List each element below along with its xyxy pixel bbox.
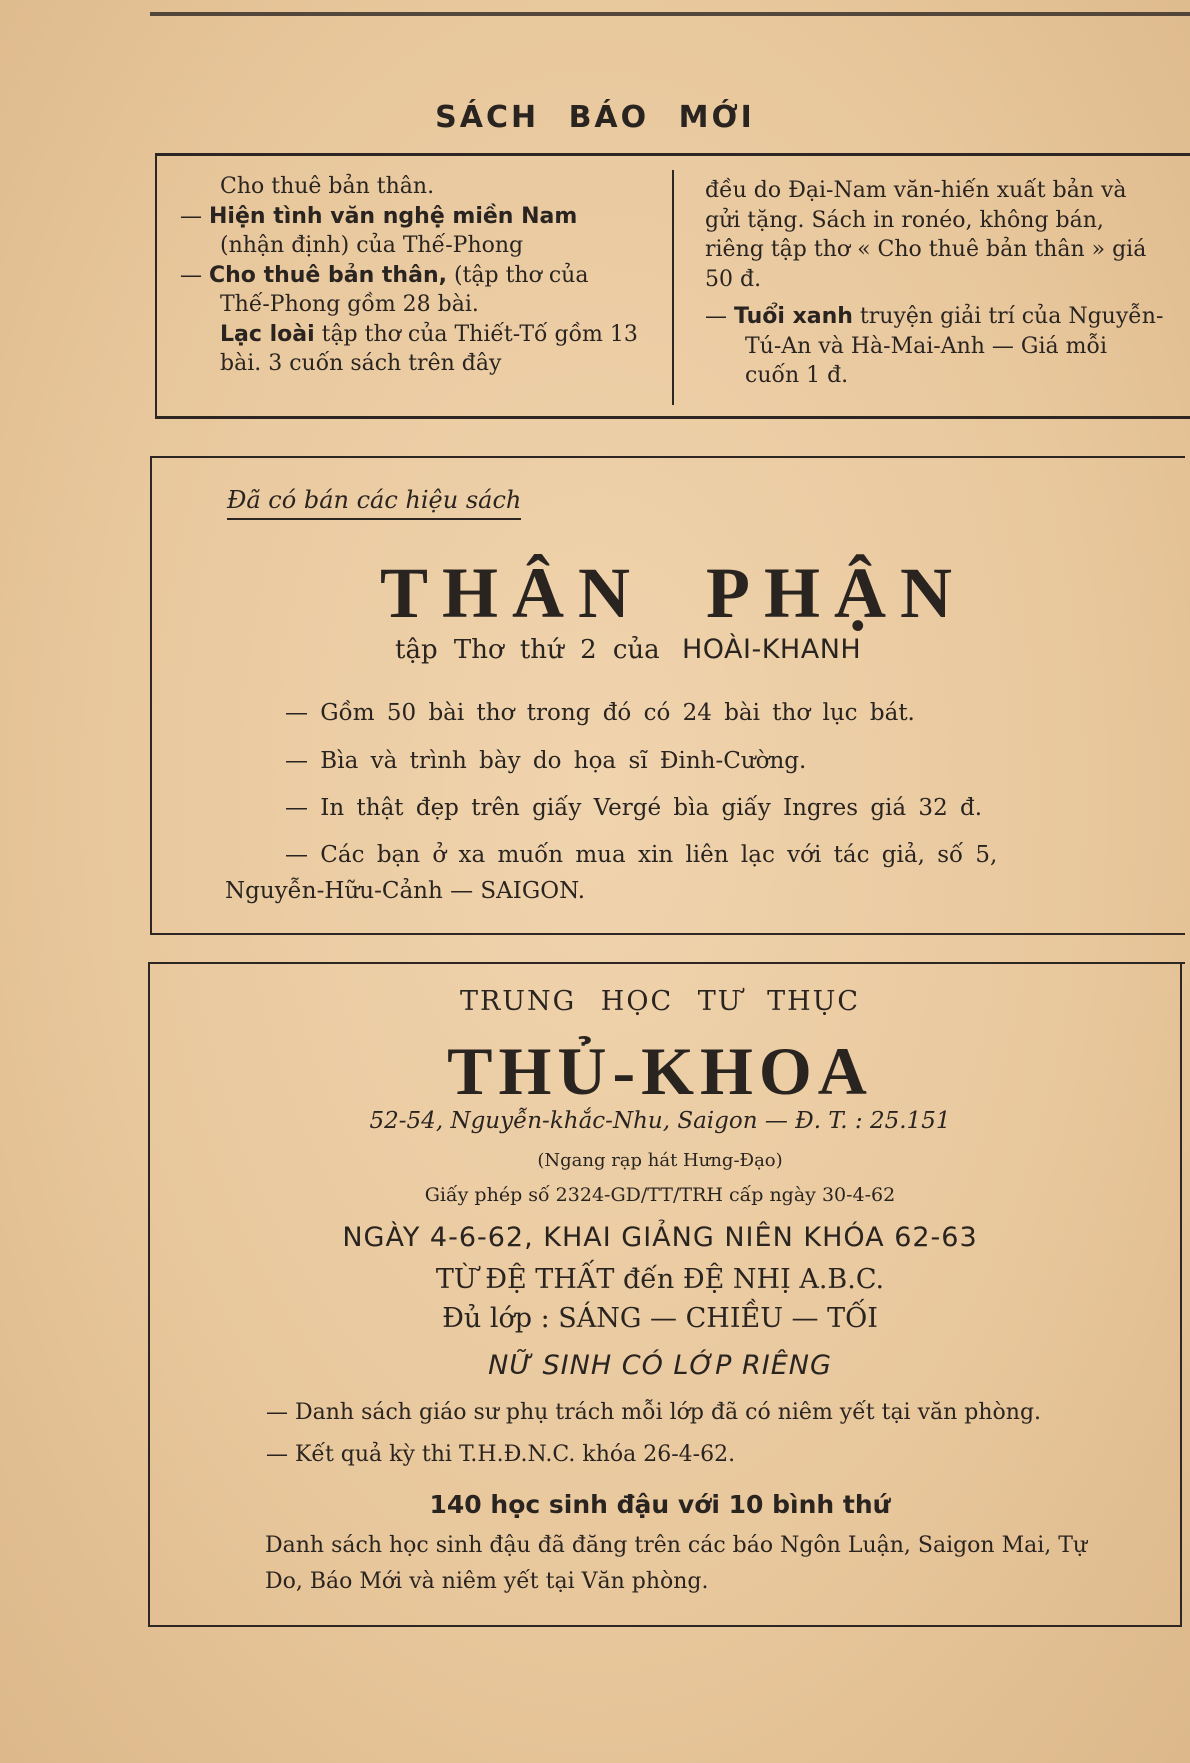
school-permit: Giấy phép số 2324-GD/TT/TRH cấp ngày 30-4-62 <box>424 1184 896 1206</box>
availability-tagline: Đã có bán các hiệu sách <box>227 486 521 520</box>
book-list-left-column <box>180 172 645 379</box>
list-item: — Tuổi xanh truyện giải trí của Nguyễn-Tú-An và Hà-Mai-Anh — Giá mỗi cuốn 1 đ. <box>705 304 1164 388</box>
book-title: Cho thuê bản thân, <box>209 262 447 288</box>
school-landmark: (Ngang rạp hát Hưng-Đạo) <box>537 1150 783 1171</box>
book-title: Hiện tình văn nghệ miền Nam <box>209 203 578 229</box>
school-note: — Danh sách giáo sư phụ trách mỗi lớp đã có niêm yết tại văn phòng. <box>266 1400 1042 1425</box>
school-name: THỦ-KHOA <box>447 1033 873 1109</box>
list-item: đều do Đại-Nam văn-hiến xuất bản và gửi tặng. Sách in ronéo, không bán, riêng tập thơ « Cho thuê bản thân » giá 50 đ. <box>705 178 1147 292</box>
book-list-left-rule <box>155 155 157 417</box>
school-opening: NGÀY 4-6-62, KHAI GIẢNG NIÊN KHÓA 62-63 <box>342 1222 978 1253</box>
list-item: — Hiện tình văn nghệ miền Nam (nhận định) của Thế-Phong <box>180 203 578 258</box>
book-list-right-column <box>705 176 1165 391</box>
book-description: (nhận định) của Thế-Phong <box>220 233 524 258</box>
than-phan-top-rule <box>150 456 1185 458</box>
book-title: Tuổi xanh <box>734 304 853 329</box>
section-heading: SÁCH BÁO MỚI <box>435 100 755 135</box>
school-grades: TỪ ĐỆ THẤT đến ĐỆ NHỊ A.B.C. <box>435 1264 885 1295</box>
detail-line: — Gồm 50 bài thơ trong đó có 24 bài thơ lục bát. <box>285 700 915 726</box>
exam-results-headline: 140 học sinh đậu với 10 bình thứ <box>429 1490 891 1519</box>
list-item: — Cho thuê bản thân, (tập thơ của Thế-Phong gồm 28 bài. <box>180 262 589 317</box>
detail-line: — Các bạn ở xa muốn mua xin liên lạc với tác giả, số 5, <box>285 842 998 868</box>
book-description: tập thơ của Thiết-Tố gồm 13 bài. 3 cuốn sách trên đây <box>220 321 638 376</box>
school-sessions: Đủ lớp : SÁNG — CHIỀU — TỐI <box>442 1303 878 1334</box>
book-title: Lạc loài <box>220 321 315 347</box>
school-bottom-rule <box>148 1625 1182 1627</box>
list-item <box>180 172 645 202</box>
detail-line: — Bìa và trình bày do họa sĩ Đinh-Cường. <box>285 748 807 774</box>
book-subtitle <box>395 634 861 665</box>
book-title-than-phan: THÂN PHẬN <box>380 553 966 633</box>
school-right-rule <box>1180 962 1182 1627</box>
book-list-bottom-rule <box>155 416 1190 419</box>
school-address: 52-54, Nguyễn-khắc-Nhu, Saigon — Đ. T. : 25.151 <box>369 1108 951 1134</box>
list-item <box>180 320 645 379</box>
list-item-text: Cho thuê bản thân. <box>220 174 435 199</box>
than-phan-left-rule <box>150 456 152 934</box>
subtitle-text: tập Thơ thứ 2 của <box>395 635 660 665</box>
detail-line: — In thật đẹp trên giấy Vergé bìa giấy Ingres giá 32 đ. <box>285 795 983 821</box>
than-phan-bottom-rule <box>150 933 1185 935</box>
school-type: TRUNG HỌC TƯ THỤC <box>459 986 861 1017</box>
book-list-column-divider <box>672 170 674 405</box>
school-note: — Kết quả kỳ thi T.H.Đ.N.C. khóa 26-4-62. <box>266 1442 736 1467</box>
book-description: truyện giải trí của Nguyễn-Tú-An và Hà-Mai-Anh — Giá mỗi cuốn 1 đ. <box>745 304 1164 388</box>
top-border-rule <box>150 12 1190 16</box>
exam-results-info: Danh sách học sinh đậu đã đăng trên các báo Ngôn Luận, Saigon Mai, Tự Do, Báo Mới và niêm yết tại Văn phòng. <box>265 1533 1088 1594</box>
school-top-rule <box>150 962 1185 964</box>
author-name: HOÀI-KHANH <box>681 634 862 665</box>
author-address: Nguyễn-Hữu-Cảnh — SAIGON. <box>225 878 586 904</box>
book-description: (tập thơ của Thế-Phong gồm 28 bài. <box>220 262 589 317</box>
book-list-top-rule <box>155 153 1190 156</box>
girls-classes-notice: NỮ SINH CÓ LỚP RIÊNG <box>488 1350 832 1381</box>
